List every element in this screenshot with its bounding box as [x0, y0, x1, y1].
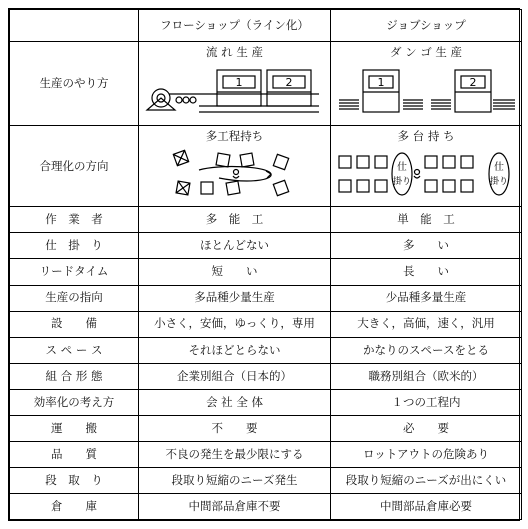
flow-production-illustration	[139, 42, 331, 126]
flow-cell-worker: 多 能 工	[139, 207, 331, 233]
job-cell-transport: 必 要	[331, 415, 522, 441]
row-label-worker: 作 業 者	[10, 207, 139, 233]
row-label-wip: 仕 掛 り	[10, 233, 139, 259]
flow-cell-transport: 不 要	[139, 415, 331, 441]
row-label-setup: 段 取 り	[10, 467, 139, 493]
job-cell-setup: 段取り短縮のニーズが出にくい	[331, 467, 522, 493]
table-row	[10, 415, 522, 441]
multi-process-drawing	[139, 126, 331, 207]
flow-cell-warehouse: 中間部品倉庫不要	[139, 493, 331, 519]
row-label-transport: 運 搬	[10, 415, 139, 441]
job-cell-equipment: 大きく，高価，速く，汎用	[331, 311, 522, 337]
flow-cell-equipment: 小さく，安価，ゆっくり，専用	[139, 311, 331, 337]
rationalization-row	[10, 126, 522, 207]
batch-machine-1-number: 1	[377, 76, 385, 90]
flow-cell-lead-time: 短 い	[139, 259, 331, 285]
batch-production-caption: ダ ン ゴ 生 産	[389, 45, 463, 60]
table-row	[10, 441, 522, 467]
wip-label-2-top: 仕	[494, 162, 504, 174]
batch-line-drawing	[331, 42, 522, 126]
table-row	[10, 259, 522, 285]
comparison-table	[9, 9, 522, 520]
table-row	[10, 233, 522, 259]
table-row	[10, 337, 522, 363]
flow-cell-wip: ほとんどない	[139, 233, 331, 259]
flow-cell-space: それほどとらない	[139, 337, 331, 363]
job-cell-lead-time: 長 い	[331, 259, 522, 285]
job-cell-quality: ロットアウトの危険あり	[331, 441, 522, 467]
flow-machine-2-number: 2	[285, 76, 293, 90]
flow-line-drawing	[139, 42, 331, 126]
row-label-warehouse: 倉 庫	[10, 493, 139, 519]
wip-label-1-bottom: 掛り	[392, 177, 412, 188]
flow-cell-union: 企業別組合（日本的）	[139, 363, 331, 389]
multi-process-illustration	[139, 126, 331, 207]
table-row	[10, 363, 522, 389]
production-method-row	[10, 42, 522, 126]
header-row	[10, 10, 522, 42]
row-label-lead-time: リードタイム	[10, 259, 139, 285]
batch-production-illustration	[331, 42, 522, 126]
header-flow-shop: フローショップ（ライン化）	[139, 10, 331, 42]
row-label-space: ス ペ ー ス	[10, 337, 139, 363]
flow-cell-setup: 段取り短縮のニーズ発生	[139, 467, 331, 493]
table-row	[10, 389, 522, 415]
job-cell-orientation: 少品種多量生産	[331, 285, 522, 311]
row-label-union: 組 合 形 態	[10, 363, 139, 389]
multi-machine-caption: 多 台 持 ち	[397, 129, 455, 144]
header-corner-cell	[10, 10, 139, 42]
job-cell-union: 職務別組合（欧米的）	[331, 363, 522, 389]
job-cell-space: かなりのスペースをとる	[331, 337, 522, 363]
flow-cell-efficiency: 会 社 全 体	[139, 389, 331, 415]
table-row	[10, 467, 522, 493]
multi-process-caption: 多工程持ち	[205, 129, 264, 144]
flow-machine-1-number: 1	[235, 76, 243, 90]
job-cell-wip: 多 い	[331, 233, 522, 259]
job-cell-worker: 単 能 工	[331, 207, 522, 233]
header-job-shop: ジョブショップ	[331, 10, 522, 42]
batch-machine-2-number: 2	[469, 76, 477, 90]
multi-machine-drawing	[331, 126, 522, 207]
job-cell-efficiency: １つの工程内	[331, 389, 522, 415]
rationalization-label: 合理化の方向	[10, 126, 139, 207]
table-row	[10, 311, 522, 337]
wip-label-1-top: 仕	[397, 162, 407, 174]
table-row	[10, 493, 522, 519]
row-label-orientation: 生産の指向	[10, 285, 139, 311]
row-label-quality: 品 質	[10, 441, 139, 467]
flow-cell-orientation: 多品種少量生産	[139, 285, 331, 311]
flow-cell-quality: 不良の発生を最少限にする	[139, 441, 331, 467]
row-label-efficiency: 効率化の考え方	[10, 389, 139, 415]
job-cell-warehouse: 中間部品倉庫必要	[331, 493, 522, 519]
wip-label-2-bottom: 掛り	[489, 177, 509, 188]
table-row	[10, 207, 522, 233]
production-method-label: 生産のやり方	[10, 42, 139, 126]
comparison-table-frame	[8, 8, 520, 521]
table-row	[10, 285, 522, 311]
row-label-equipment: 設 備	[10, 311, 139, 337]
multi-machine-illustration	[331, 126, 522, 207]
flow-production-caption: 流 れ 生 産	[206, 45, 263, 60]
